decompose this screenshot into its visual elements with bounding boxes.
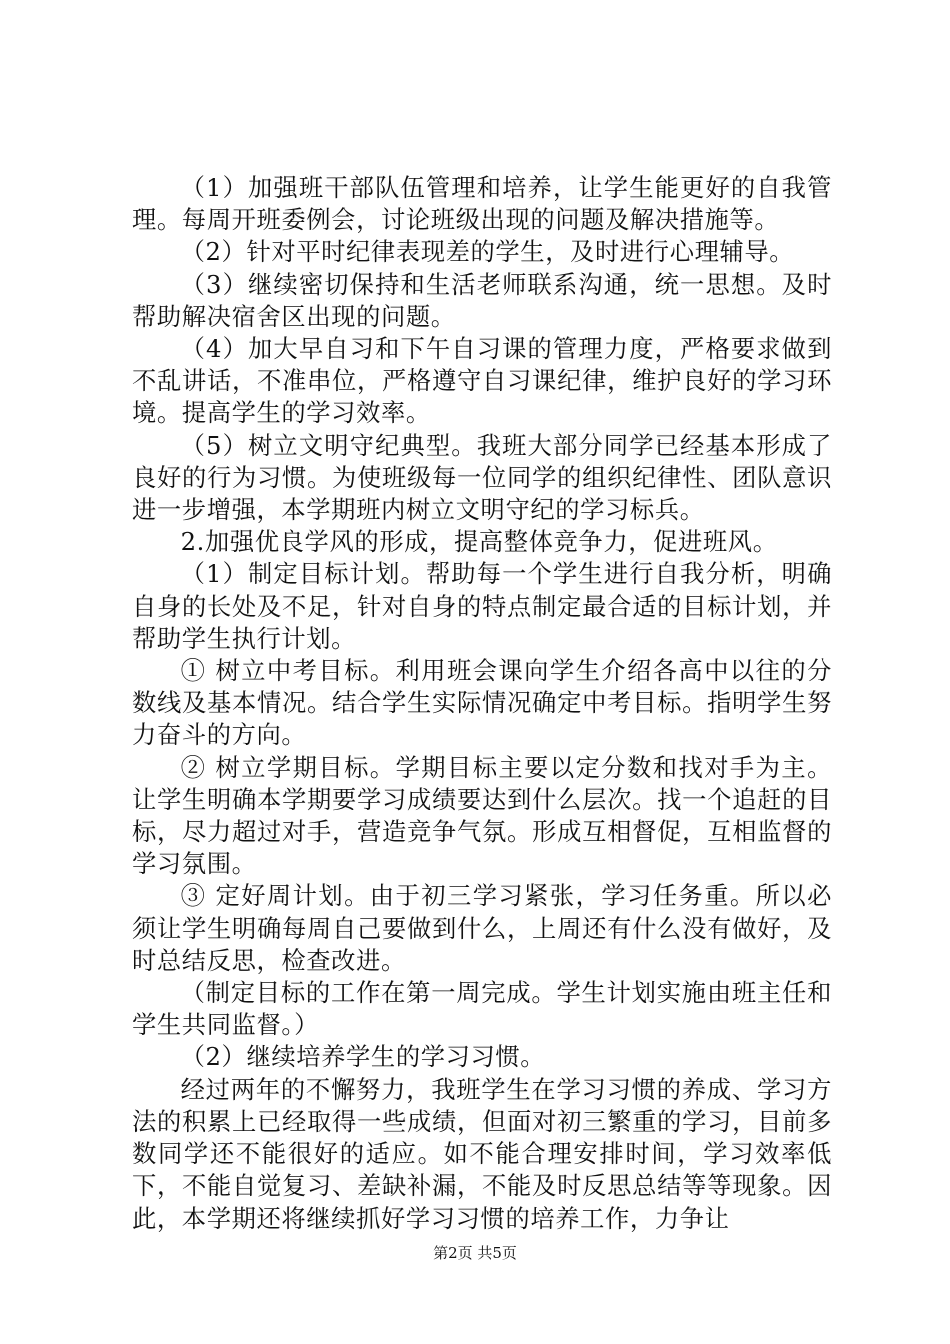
- paragraph-4: （4）加大早自习和下午自习课的管理力度，严格要求做到不乱讲话，不准串位，严格遵守自习课纪律，维护良好的学习环境。提高学生的学习效率。: [132, 334, 832, 428]
- document-body: [132, 172, 832, 1235]
- paragraph-13: 经过两年的不懈努力，我班学生在学习习惯的养成、学习方法的积累上已经取得一些成绩，但面对初三繁重的学习，目前多数同学还不能很好的适应。如不能合理安排时间，学习效率低下，不能自觉复习、差缺补漏，不能及时反思总结等等现象。因此，本学期还将继续抓好学习习惯的培养工作，力争让: [132, 1074, 832, 1233]
- paragraph-12: （2）继续培养学生的学习习惯。: [180, 1042, 546, 1072]
- paragraph-9: ② 树立学期目标。学期目标主要以定分数和找对手为主。让学生明确本学期要学习成绩要达到什么层次。找一个追赶的目标，尽力超过对手，营造竞争气氛。形成互相督促，互相监督的学习氛围。: [132, 752, 832, 879]
- paragraph-8: ① 树立中考目标。利用班会课向学生介绍各高中以往的分数线及基本情况。结合学生实际情况确定中考目标。指明学生努力奋斗的方向。: [132, 656, 832, 750]
- section-heading-2: 2.加强优良学风的形成，提高整体竞争力，促进班风。: [180, 527, 778, 557]
- paragraph-10: ③ 定好周计划。由于初三学习紧张，学习任务重。所以必须让学生明确每周自己要做到什么，上周还有什么没有做好，及时总结反思，检查改进。: [132, 881, 832, 975]
- paragraph-1: （1）加强班干部队伍管理和培养，让学生能更好的自我管理。每周开班委例会，讨论班级出现的问题及解决措施等。: [132, 173, 832, 235]
- page-number-footer: 第2页 共5页: [433, 1244, 517, 1262]
- paragraph-7: （1）制定目标计划。帮助每一个学生进行自我分析，明确自身的长处及不足，针对自身的特点制定最合适的目标计划，并帮助学生执行计划。: [132, 559, 832, 653]
- paragraph-5: （5）树立文明守纪典型。我班大部分同学已经基本形成了良好的行为习惯。为使班级每一位同学的组织纪律性、团队意识进一步增强，本学期班内树立文明守纪的学习标兵。: [132, 430, 832, 525]
- paragraph-11: （制定目标的工作在第一周完成。学生计划实施由班主任和学生共同监督。）: [132, 978, 832, 1040]
- paragraph-2: （2）针对平时纪律表现差的学生，及时进行心理辅导。: [180, 237, 795, 267]
- paragraph-3: （3）继续密切保持和生活老师联系沟通，统一思想。及时帮助解决宿舍区出现的问题。: [132, 269, 832, 331]
